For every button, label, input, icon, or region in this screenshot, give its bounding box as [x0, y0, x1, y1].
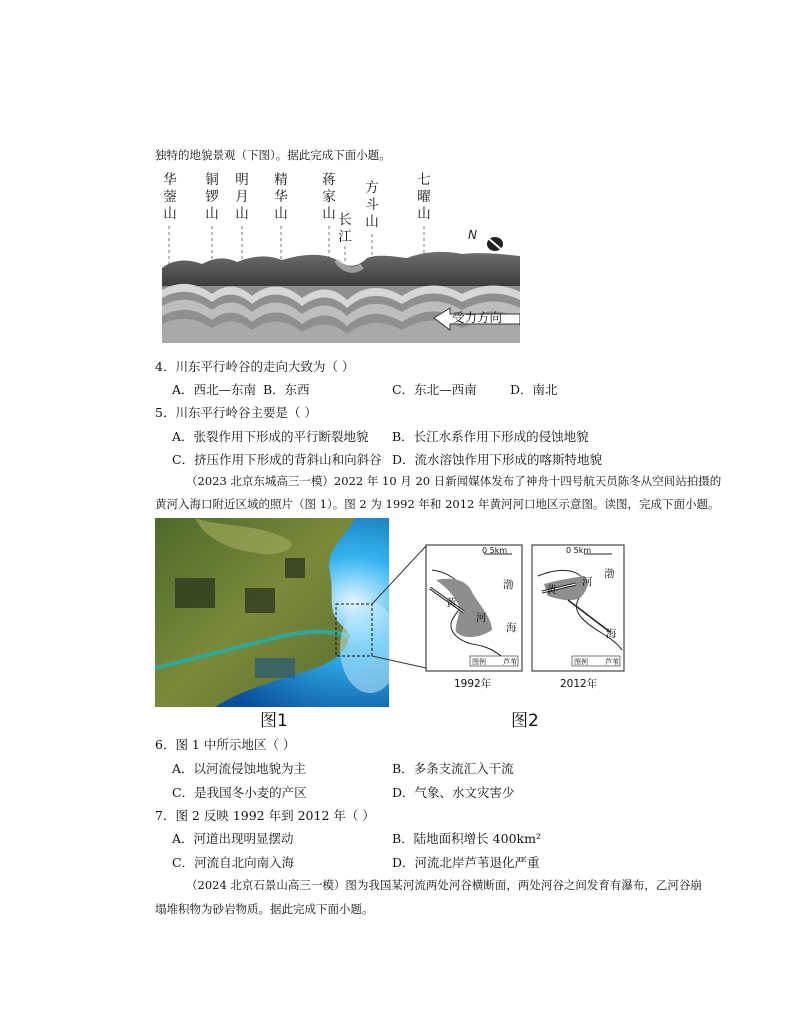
q7-option-d[interactable]: D．河流北岸芦苇退化严重	[392, 855, 540, 870]
intro-text: 独特的地貌景观（下图）。据此完成下面小题。	[155, 148, 391, 162]
label-huaying: 华蓥山	[163, 172, 177, 222]
q5-stem: 5．川东平行岭谷主要是（ ）	[155, 405, 317, 420]
map2012-year: 2012年	[560, 678, 598, 690]
map1992-label-hai: 海	[506, 622, 517, 634]
q4-stem: 4．川东平行岭谷的走向大致为（ ）	[155, 359, 355, 374]
label-jiangjia: 蒋家山	[322, 172, 336, 222]
passage2-line2: 黄河入海口附近区域的照片（图 1）。图 2 为 1992 年和 2012 年黄河河口地区示意图。读图，完成下面小题。	[155, 497, 720, 511]
q6-option-d[interactable]: D．气象、水文灾害少	[392, 785, 515, 800]
yellow-river-satellite-photo	[155, 518, 389, 707]
passage2-line1: （2023 北京东城高三一模）2022 年 10 月 20 日新闻媒体发布了神舟十四号航天员陈冬从空间站拍摄的	[186, 474, 722, 488]
passage3-line1: （2024 北京石景山高三一模）图为我国某河流两处河谷横断面，两处河谷之间发育有瀑布，乙河谷崩	[186, 878, 702, 892]
label-changjiang: 长江	[338, 212, 352, 245]
q5-option-b[interactable]: B．长江水系作用下形成的侵蚀地貌	[392, 429, 589, 444]
q5-option-c[interactable]: C．挤压作用下形成的背斜山和向斜谷	[172, 452, 382, 467]
map1992-legend: 图例	[472, 658, 486, 666]
map2012-label-hai: 海	[606, 628, 617, 640]
figure1-caption: 图1	[260, 711, 288, 731]
q7-option-b[interactable]: B．陆地面积增长 400km²	[392, 831, 541, 846]
map2012-scale: 0 5km	[566, 546, 592, 555]
q5-option-a[interactable]: A．张裂作用下形成的平行断裂地貌	[172, 429, 369, 444]
map1992-scale: 0 5km	[482, 546, 508, 555]
parallel-ridges-figure	[162, 168, 520, 343]
map2012-label-he: 河	[582, 576, 593, 588]
figure2-maps	[372, 540, 632, 690]
figure2-caption: 图2	[511, 711, 539, 731]
map1992-label-he: 河	[476, 612, 487, 624]
label-jinghua: 精华山	[274, 172, 288, 222]
q6-option-c[interactable]: C．是我国冬小麦的产区	[172, 785, 307, 800]
q6-option-a[interactable]: A．以河流侵蚀地貌为主	[172, 761, 307, 776]
map1992-label-bo: 渤	[503, 579, 514, 591]
map1992-label-huang: 黄	[446, 597, 457, 609]
map2012-label-bo: 渤	[604, 568, 615, 580]
map2012-legend: 图例	[574, 658, 588, 666]
q7-option-c[interactable]: C．河流自北向南入海	[172, 855, 295, 870]
q5-option-d[interactable]: D．流水溶蚀作用下形成的喀斯特地貌	[392, 452, 603, 467]
map2012-legend-item: 芦苇	[605, 658, 619, 666]
label-fangdou: 方斗山	[365, 180, 379, 230]
label-qiyao: 七曜山	[417, 172, 431, 222]
force-direction-label: 受力方向	[452, 310, 503, 325]
q6-stem: 6．图 1 中所示地区（ ）	[155, 737, 296, 752]
label-tongluo: 铜锣山	[205, 172, 219, 222]
passage3-line2: 塌堆积物为砂岩物质。据此完成下面小题。	[155, 902, 374, 916]
north-label: N	[468, 228, 477, 242]
map1992-legend-item: 芦苇	[503, 658, 517, 666]
q4-option-d[interactable]: D．南北	[510, 382, 558, 397]
q4-option-c[interactable]: C．东北—西南	[392, 382, 477, 397]
north-arrow-icon	[468, 228, 503, 251]
map2012-label-huang: 黄	[546, 584, 557, 596]
q7-stem: 7．图 2 反映 1992 年到 2012 年（ ）	[155, 808, 375, 823]
q4-option-a[interactable]: A．西北—东南	[172, 382, 257, 397]
q4-option-b[interactable]: B．东西	[263, 382, 310, 397]
map1992-year: 1992年	[454, 678, 492, 690]
q7-option-a[interactable]: A．河道出现明显摆动	[172, 831, 294, 846]
q6-option-b[interactable]: B．多条支流汇入干流	[392, 761, 514, 776]
label-mingyue: 明月山	[235, 172, 249, 222]
